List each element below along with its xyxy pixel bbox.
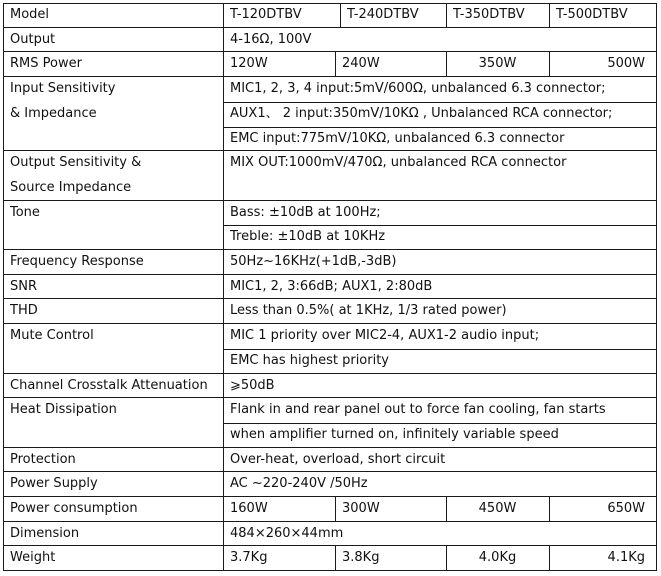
model-name: T-120DTBV (230, 7, 302, 22)
spec-value: 3.7Kg (230, 550, 268, 566)
row-divider (3, 570, 657, 571)
spec-value: MIC1, 2, 3:66dB; AUX1, 2:80dB (230, 278, 433, 294)
spec-label: Model (10, 7, 50, 22)
model-name: T-350DTBV (453, 7, 525, 22)
spec-label: Channel Crosstalk Attenuation (10, 377, 208, 393)
spec-value: 160W (230, 501, 268, 516)
spec-label: & Impedance (10, 105, 97, 121)
spec-label: Protection (10, 451, 76, 467)
spec-value: EMC input:775mV/10KΩ, unbalanced 6.3 connector (230, 130, 565, 146)
spec-label: Source Impedance (10, 179, 132, 195)
column-divider (549, 546, 550, 571)
spec-value: 4-16Ω, 100V (230, 31, 312, 47)
spec-label: Power Supply (10, 476, 98, 492)
spec-value: 240W (342, 56, 380, 72)
spec-label: Output (10, 31, 56, 47)
spec-value: 120W (230, 56, 268, 72)
label-column-divider (223, 3, 224, 571)
spec-label: THD (10, 303, 38, 319)
spec-value: 350W (478, 56, 517, 72)
spec-value: 4.1Kg (607, 550, 645, 566)
spec-value: 3.8Kg (342, 550, 380, 566)
spec-label: Dimension (10, 525, 80, 541)
spec-label: Heat Dissipation (10, 402, 117, 418)
spec-value: 500W (607, 56, 645, 72)
column-divider (446, 3, 447, 28)
spec-label: Mute Control (10, 328, 94, 344)
sub-row-divider (223, 127, 657, 128)
model-name: T-240DTBV (347, 7, 419, 22)
sub-row-divider (223, 225, 657, 226)
column-divider (446, 546, 447, 571)
table-border-right (656, 3, 657, 571)
spec-value: 450W (478, 501, 517, 516)
spec-value: MIC 1 priority over MIC2-4, AUX1-2 audio input; (230, 328, 540, 344)
spec-label: SNR (10, 278, 38, 294)
table-border-left (3, 3, 4, 571)
spec-value: Over-heat, overload, short circuit (230, 451, 446, 467)
spec-value: 50Hz~16KHz(+1dB,-3dB) (230, 254, 397, 269)
sub-row-divider (223, 349, 657, 350)
spec-value: MIC1, 2, 3, 4 input:5mV/600Ω, unbalanced 6.3 connector; (230, 81, 606, 97)
column-divider (549, 52, 550, 77)
spec-value: EMC has highest priority (230, 352, 390, 368)
column-divider (446, 52, 447, 77)
spec-value: 300W (342, 501, 380, 516)
spec-label: Output Sensitivity & (10, 155, 142, 171)
column-divider (340, 3, 341, 28)
column-divider (335, 546, 336, 571)
spec-label: Tone (10, 204, 40, 220)
spec-value: 484×260×44mm (230, 525, 344, 541)
column-divider (549, 497, 550, 522)
column-divider (335, 497, 336, 522)
spec-label: Power consumption (10, 501, 138, 516)
spec-label: RMS Power (10, 56, 82, 72)
model-name: T-500DTBV (556, 7, 628, 22)
spec-value: Bass: ±10dB at 100Hz; (230, 204, 381, 220)
spec-value: Less than 0.5%( at 1KHz, 1/3 rated power) (230, 303, 507, 319)
spec-label: Input Sensitivity (10, 81, 116, 97)
spec-value: Flank in and rear panel out to force fan cooling, fan starts (230, 402, 606, 418)
spec-value: AUX1、 2 input:350mV/10KΩ , Unbalanced RCA connector; (230, 105, 613, 121)
spec-value: Treble: ±10dB at 10KHz (230, 229, 386, 245)
spec-label: Frequency Response (10, 254, 144, 269)
spec-label: Weight (10, 550, 56, 566)
spec-value: 4.0Kg (478, 550, 517, 566)
spec-value: ⩾50dB (230, 377, 275, 393)
spec-value: when amplifier turned on, infinitely variable speed (230, 426, 559, 442)
column-divider (446, 497, 447, 522)
sub-row-divider (223, 102, 657, 103)
spec-value: AC ~220-240V /50Hz (230, 476, 368, 492)
spec-value: MIX OUT:1000mV/470Ω, unbalanced RCA connector (230, 155, 567, 171)
spec-value: 650W (607, 501, 645, 516)
column-divider (335, 52, 336, 77)
spec-table (3, 3, 657, 572)
column-divider (549, 3, 550, 28)
sub-row-divider (223, 423, 657, 424)
